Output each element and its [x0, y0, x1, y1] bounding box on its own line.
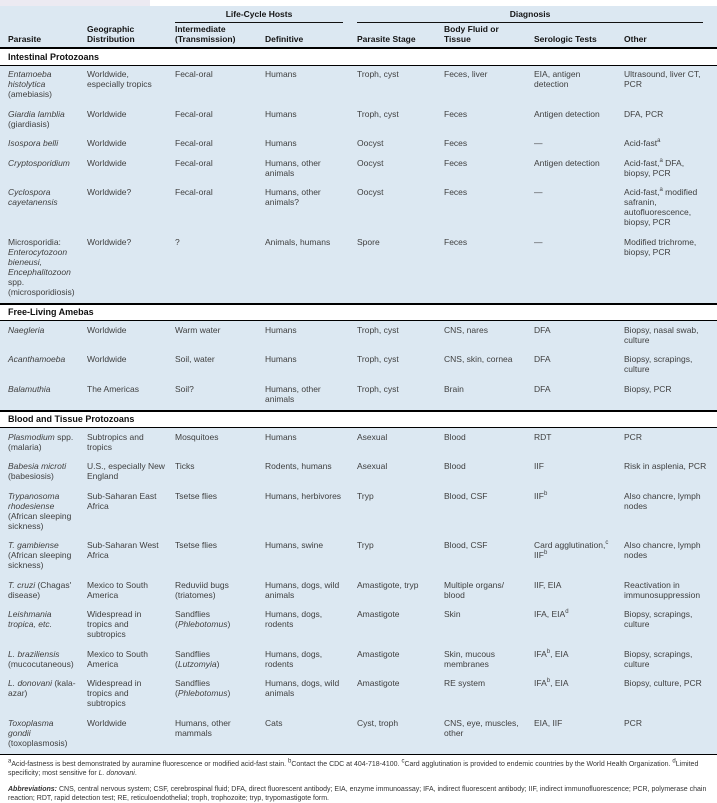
cell-parasite: Giardia lamblia (giardiasis)	[8, 108, 65, 129]
cell-parasite: Leishmania tropica, etc.	[8, 609, 52, 629]
cell-other: DFA, PCR	[624, 108, 664, 119]
cell-parasite: Trypanosoma rhodesiense (African sleeping sickness)	[8, 490, 72, 531]
group-header-row	[0, 6, 717, 23]
cell-geographic: Sub-Saharan East Africa	[87, 490, 157, 511]
section-row	[0, 48, 717, 65]
cell-definitive: Humans, other animals?	[265, 187, 321, 207]
table-row	[0, 576, 717, 606]
table-row	[0, 458, 717, 488]
column-header-parasite-stage: Parasite Stage	[357, 34, 416, 44]
cell-fluid: Feces	[444, 236, 468, 247]
cell-serologic: IFA$^b$, EIA	[534, 648, 569, 659]
cell-geographic: Widespread in tropics and subtropics	[87, 609, 142, 639]
table-row	[0, 105, 717, 135]
cell-parasite: Isospora belli	[8, 138, 59, 148]
column-header-other: Other	[624, 34, 647, 44]
column-header-row	[0, 23, 717, 48]
cell-other: Also chancre, lymph nodes	[624, 490, 701, 511]
column-header-intermediate: Intermediate (Transmission)	[175, 24, 236, 44]
cell-other: Biopsy, scrapings, culture	[624, 609, 693, 629]
table-row	[0, 65, 717, 105]
cell-fluid: Blood	[444, 461, 466, 471]
cell-other: PCR	[624, 714, 717, 754]
cell-stage: Asexual	[357, 461, 388, 471]
cell-intermediate: Tsetse flies	[175, 540, 218, 550]
cell-geographic: Sub-Saharan West Africa	[87, 540, 159, 560]
group-header-lifecycle-label: Life-Cycle Hosts	[175, 9, 343, 23]
cell-intermediate: Reduviid bugs (triatomes)	[175, 579, 229, 600]
cell-fluid: Brain	[444, 383, 464, 394]
cell-intermediate: Sandflies (Lutzomyia)	[175, 648, 220, 669]
cell-serologic: IFA$^b$, EIA	[534, 678, 569, 688]
cell-intermediate: Fecal-oral	[175, 108, 213, 119]
cell-definitive: Humans	[265, 138, 297, 148]
cell-geographic: U.S., especially New England	[87, 461, 165, 481]
cell-other: Biopsy, culture, PCR	[624, 678, 702, 688]
cell-serologic: DFA	[534, 324, 551, 335]
cell-stage: Asexual	[357, 431, 388, 442]
table-row	[0, 675, 717, 715]
page-top-strip	[0, 0, 717, 6]
section-header: Intestinal Protozoans	[0, 48, 717, 65]
cell-definitive: Humans, dogs, rodents	[265, 648, 323, 669]
cell-fluid: RE system	[444, 678, 486, 688]
cell-parasite: Babesia microti (babesiosis)	[8, 461, 67, 481]
cell-stage: Troph, cyst	[357, 69, 399, 79]
cell-other: Acid-fast$^a$	[624, 138, 661, 148]
cell-serologic: Antigen detection	[534, 108, 600, 119]
cell-parasite: Naegleria	[8, 324, 45, 335]
cell-geographic: Worldwide	[87, 108, 127, 119]
cell-fluid: Multiple organs/ blood	[444, 579, 505, 600]
table-row	[0, 487, 717, 537]
cell-other: PCR	[624, 431, 642, 442]
cell-fluid: Feces	[444, 157, 468, 168]
cell-parasite: Toxoplasma gondii (toxoplasmosis)	[0, 714, 87, 754]
cell-definitive: Humans, swine	[265, 540, 324, 550]
cell-definitive: Humans	[265, 108, 297, 119]
cell-serologic: EIA, IIF	[534, 714, 624, 754]
cell-definitive: Humans	[265, 354, 297, 364]
cell-stage: Oocyst	[357, 187, 384, 197]
cell-fluid: CNS, nares	[444, 324, 488, 335]
cell-definitive: Humans	[265, 324, 297, 335]
cell-intermediate: Humans, other mammals	[175, 714, 265, 754]
table-row	[0, 537, 717, 577]
cell-geographic: Subtropics and tropics	[87, 431, 144, 452]
cell-geographic: The Americas	[87, 383, 139, 394]
cell-geographic: Mexico to South America	[87, 648, 148, 669]
cell-parasite: Balamuthia	[8, 383, 51, 394]
column-header-serologic-tests: Serologic Tests	[534, 34, 597, 44]
cell-geographic: Worldwide?	[87, 236, 132, 247]
cell-geographic: Worldwide	[87, 138, 127, 148]
cell-intermediate: Tsetse flies	[175, 490, 218, 501]
cell-stage: Tryp	[357, 490, 374, 501]
group-header-diagnosis-label: Diagnosis	[357, 9, 703, 23]
cell-definitive: Humans, other animals	[265, 383, 321, 404]
cell-stage: Amastigote	[357, 678, 400, 688]
section-header: Free-Living Amebas	[0, 304, 717, 321]
cell-geographic: Worldwide?	[87, 187, 132, 197]
cell-parasite: Cryptosporidium	[8, 157, 70, 168]
cell-fluid: Feces	[444, 138, 468, 148]
page-top-tab	[0, 0, 150, 6]
table-row	[0, 184, 717, 234]
cell-other: Ultrasound, liver CT, PCR	[624, 69, 701, 89]
cell-definitive: Humans	[265, 431, 297, 442]
cell-parasite: Entamoeba histolytica (amebiasis)	[8, 69, 52, 99]
table-row	[0, 135, 717, 155]
cell-stage: Spore	[357, 236, 380, 247]
cell-intermediate: Fecal-oral	[175, 157, 213, 168]
cell-fluid: Blood, CSF	[444, 490, 488, 501]
cell-stage: Troph, cyst	[357, 383, 399, 394]
cell-serologic: IIF$^b$	[534, 490, 548, 501]
cell-other: Reactivation in immunosuppression	[624, 579, 701, 600]
section-row	[0, 304, 717, 321]
cell-geographic: Worldwide	[87, 714, 175, 754]
column-header-parasite: Parasite	[8, 34, 42, 44]
cell-fluid: Feces	[444, 108, 468, 119]
cell-definitive: Humans, herbivores	[265, 490, 342, 501]
table-row	[0, 645, 717, 675]
cell-serologic: —	[534, 236, 543, 247]
cell-other: Acid-fast,$^a$ modified safranin, autofluorescence, biopsy, PCR	[624, 187, 698, 227]
cell-fluid: Blood, CSF	[444, 540, 488, 550]
cell-geographic: Worldwide, especially tropics	[87, 69, 152, 89]
cell-intermediate: Warm water	[175, 324, 221, 335]
group-header-lifecycle	[175, 6, 357, 23]
cell-parasite: Acanthamoeba	[8, 354, 66, 364]
cell-fluid: CNS, eye, muscles, other	[444, 714, 534, 754]
group-header-spacer	[0, 6, 175, 23]
cell-intermediate: Fecal-oral	[175, 138, 213, 148]
cell-serologic: IIF, EIA	[534, 579, 562, 590]
table-row	[0, 154, 717, 184]
section-header: Blood and Tissue Protozoans	[0, 411, 717, 428]
cell-serologic: —	[534, 138, 543, 148]
cell-parasite: T. cruzi (Chagas' disease)	[8, 579, 72, 600]
parasite-diagnosis-table	[0, 6, 717, 755]
cell-fluid: Skin, mucous membranes	[444, 648, 496, 669]
section-row	[0, 411, 717, 428]
column-header-geographic-distribution: Geographic Distribution	[87, 24, 135, 44]
cell-serologic: Card agglutination,$^c$ IIF$^b$	[534, 540, 609, 560]
table-row	[0, 380, 717, 411]
cell-intermediate: Fecal-oral	[175, 187, 213, 197]
cell-stage: Troph, cyst	[357, 324, 399, 335]
footnote-superscripts: $^a$Acid-fastness is best demonstrated by auramine fluorescence or modified acid-fast stain. $^b$Contact the CDC at 404-718-4100. $^c$Card agglutination is provided to endemic countries by the World Health Organization. $^d$Limited specificity; most sensitive for L. donovani.	[8, 758, 699, 777]
cell-definitive: Humans, dogs, wild animals	[265, 678, 340, 698]
table-row	[0, 351, 717, 381]
cell-other: Biopsy, PCR	[624, 383, 672, 394]
cell-serologic: IIF	[534, 461, 544, 471]
cell-parasite: Microsporidia: Enterocytozoon bieneusi, Encephalitozoon spp. (microsporidiosis)	[8, 236, 75, 297]
table-row	[0, 606, 717, 646]
cell-parasite: Plasmodium spp. (malaria)	[8, 431, 74, 452]
table-row	[0, 428, 717, 458]
cell-intermediate: Soil, water	[175, 354, 215, 364]
cell-geographic: Worldwide	[87, 324, 127, 335]
cell-fluid: Blood	[444, 431, 466, 442]
cell-other: Risk in asplenia, PCR	[624, 461, 707, 471]
cell-intermediate: ?	[175, 236, 180, 247]
footnotes	[0, 755, 717, 803]
cell-serologic: EIA, antigen detection	[534, 69, 581, 89]
cell-geographic: Worldwide	[87, 157, 127, 168]
cell-stage: Oocyst	[357, 157, 384, 168]
cell-stage: Cyst, troph	[357, 714, 444, 754]
cell-serologic: IFA, EIA$^d$	[534, 609, 569, 619]
table-body	[0, 48, 717, 754]
cell-geographic: Widespread in tropics and subtropics	[87, 678, 142, 708]
cell-stage: Amastigote	[357, 648, 400, 659]
cell-parasite: T. gambiense (African sleeping sickness)	[8, 540, 72, 570]
table-row	[0, 233, 717, 304]
cell-serologic: Antigen detection	[534, 157, 600, 168]
cell-serologic: DFA	[534, 383, 551, 394]
cell-intermediate: Mosquitoes	[175, 431, 219, 442]
footnote-abbreviations: Abbreviations: CNS, central nervous system; CSF, cerebrospinal fluid; DFA, direct fluorescent antibody; EIA, enzyme immunoassay; IFA, indirect fluorescent antibody; IIF, indirect immunofluorescence; PCR, polymerase chain reaction; RDT, rapid detection test; RE, reticuloendothelial; troph, trophozoite; tryp, trypomastigote form.	[8, 785, 707, 802]
cell-other: Modified trichrome, biopsy, PCR	[624, 236, 697, 257]
cell-other: Biopsy, scrapings, culture	[624, 648, 693, 669]
cell-definitive: Humans, dogs, rodents	[265, 609, 323, 629]
cell-definitive: Humans, other animals	[265, 157, 321, 178]
cell-stage: Oocyst	[357, 138, 384, 148]
group-header-diagnosis	[357, 6, 717, 23]
cell-parasite: L. donovani (kala-azar)	[8, 678, 76, 698]
cell-definitive: Humans	[265, 69, 297, 79]
cell-intermediate: Fecal-oral	[175, 69, 213, 79]
cell-fluid: Feces	[444, 187, 468, 197]
cell-intermediate: Ticks	[175, 461, 195, 471]
cell-geographic: Mexico to South America	[87, 579, 148, 600]
cell-stage: Amastigote	[357, 609, 400, 619]
cell-parasite: Cyclospora cayetanensis	[8, 187, 58, 207]
cell-other: Also chancre, lymph nodes	[624, 540, 701, 560]
column-header-definitive: Definitive	[265, 34, 304, 44]
cell-geographic: Worldwide	[87, 354, 127, 364]
cell-intermediate: Sandflies (Phlebotomus)	[175, 678, 231, 698]
cell-parasite: L. braziliensis (mucocutaneous)	[8, 648, 74, 669]
cell-fluid: Feces, liver	[444, 69, 488, 79]
column-header-body-fluid: Body Fluid or Tissue	[444, 24, 499, 44]
cell-intermediate: Soil?	[175, 383, 194, 394]
cell-serologic: —	[534, 187, 543, 197]
cell-other: Acid-fast,$^a$ DFA, biopsy, PCR	[624, 157, 685, 178]
table-row	[0, 321, 717, 351]
cell-definitive: Humans, dogs, wild animals	[265, 579, 340, 600]
cell-stage: Troph, cyst	[357, 108, 399, 119]
table-header	[0, 6, 717, 48]
cell-serologic: DFA	[534, 354, 551, 364]
cell-intermediate: Sandflies (Phlebotomus)	[175, 609, 231, 629]
cell-stage: Tryp	[357, 540, 374, 550]
cell-stage: Troph, cyst	[357, 354, 399, 364]
cell-fluid: CNS, skin, cornea	[444, 354, 513, 364]
cell-stage: Amastigote, tryp	[357, 579, 419, 590]
cell-fluid: Skin	[444, 609, 461, 619]
cell-serologic: RDT	[534, 431, 552, 442]
cell-definitive: Rodents, humans	[265, 461, 332, 471]
table-row	[0, 714, 717, 754]
cell-definitive: Cats	[265, 714, 357, 754]
cell-other: Biopsy, scrapings, culture	[624, 354, 693, 374]
cell-definitive: Animals, humans	[265, 236, 331, 247]
cell-other: Biopsy, nasal swab, culture	[624, 324, 699, 345]
